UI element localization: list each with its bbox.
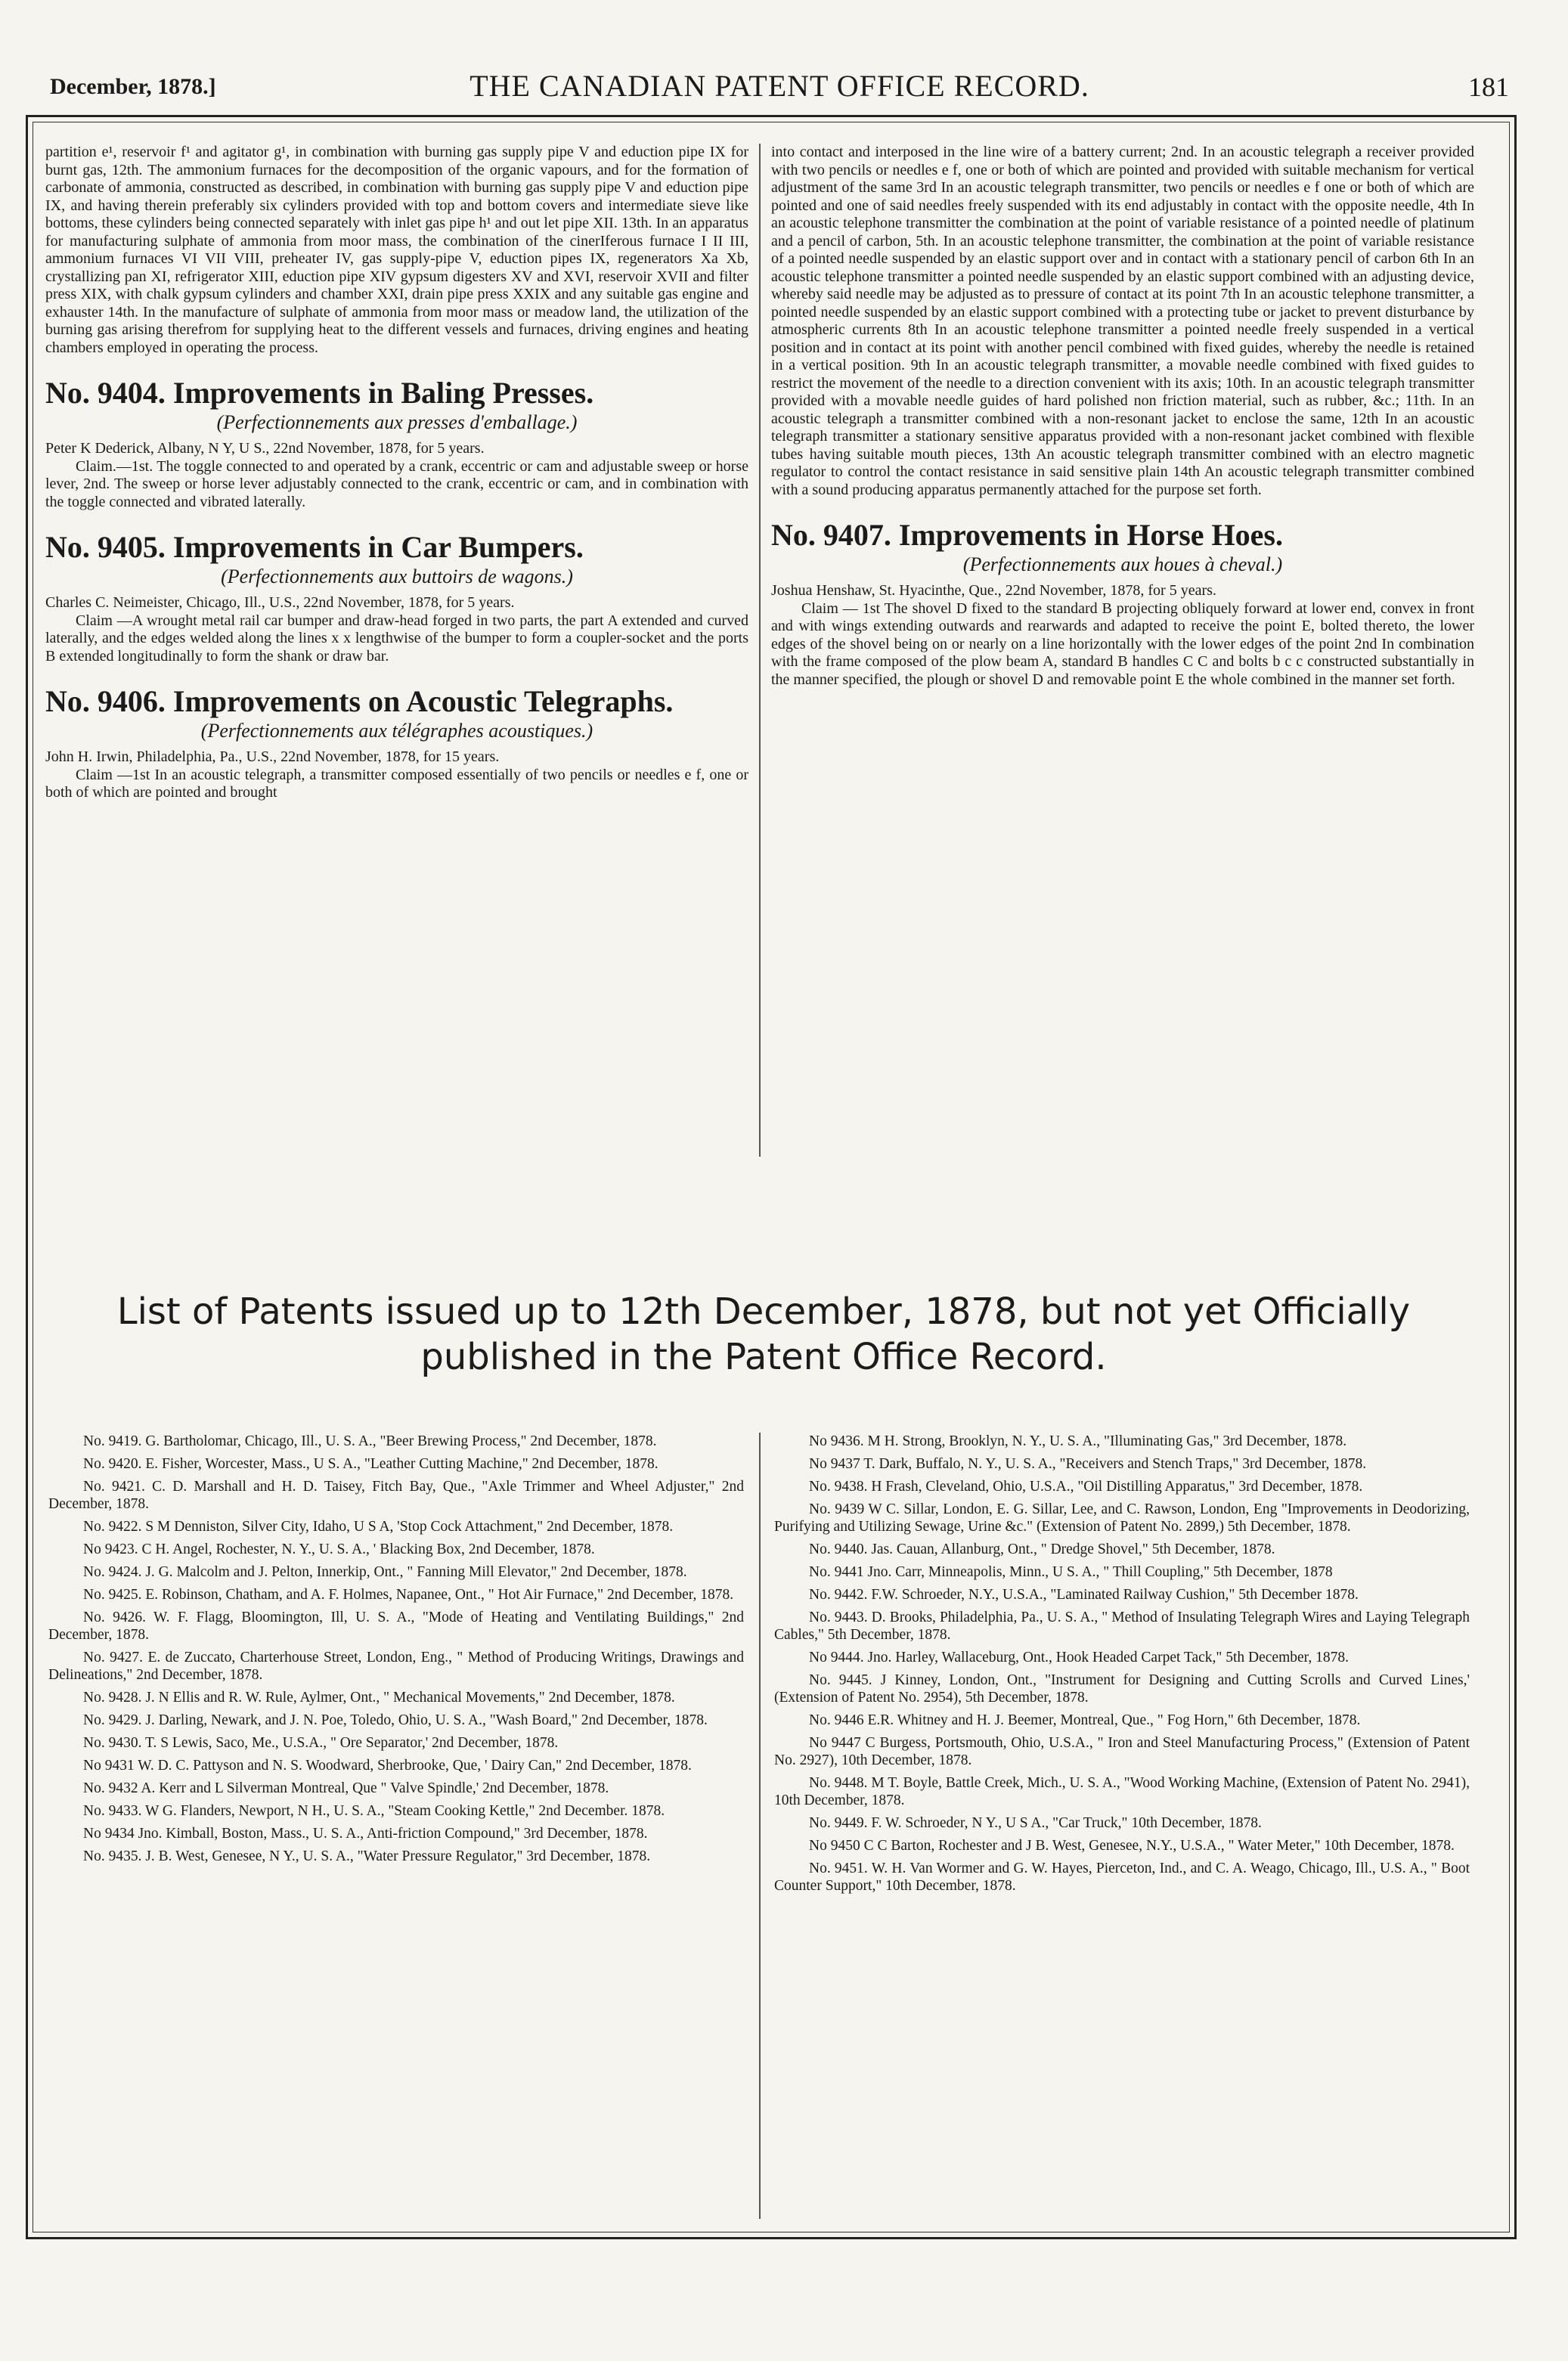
entry-heading: No. 9407. Improvements in Horse Hoes.	[771, 518, 1283, 552]
list-item: No 9436. M H. Strong, Brooklyn, N. Y., U. S. A., "Illuminating Gas," 3rd December, 1878.	[809, 1433, 1347, 1449]
list-item: No. 9430. T. S Lewis, Saco, Me., U.S.A., " Ore Separator,' 2nd December, 1878.	[83, 1735, 559, 1751]
patent-entry-9405	[45, 531, 748, 665]
patent-entry-9404	[45, 376, 748, 511]
entry-heading: No. 9405. Improvements in Car Bumpers.	[45, 530, 584, 564]
list-item: No. 9446 E.R. Whitney and H. J. Beemer, Montreal, Que., " Fog Horn," 6th December, 1878.	[809, 1712, 1361, 1728]
list-item: No. 9425. E. Robinson, Chatham, and A. F. Holmes, Napanee, Ont., " Hot Air Furnace," 2nd December, 1878.	[83, 1587, 734, 1603]
list-item: No. 9421. C. D. Marshall and H. D. Taisey, Fitch Bay, Que., "Axle Trimmer and Wheel Adjuster," 2nd December, 1878.	[48, 1479, 744, 1512]
list-item: No. 9424. J. G. Malcolm and J. Pelton, Innerkip, Ont., " Fanning Mill Elevator," 2nd December, 1878.	[83, 1564, 687, 1580]
list-item: No. 9432 A. Kerr and L Silverman Montreal, Que " Valve Spindle,' 2nd December, 1878.	[83, 1780, 609, 1796]
list-item: No. 9448. M T. Boyle, Battle Creek, Mich., U. S. A., "Wood Working Machine, (Extension of Patent No. 2941), 10th December, 1878.	[774, 1775, 1470, 1808]
patent-list-title: List of Patents issued up to 12th December, 1878, but not yet Officially published in the Patent Office Record.	[116, 1290, 1411, 1378]
list-item: No 9444. Jno. Harley, Wallaceburg, Ont., Hook Headed Carpet Tack," 5th December, 1878.	[809, 1650, 1349, 1665]
patent-entry-9406	[45, 685, 748, 802]
entry-heading: No. 9406. Improvements on Acoustic Telegraphs.	[45, 684, 674, 718]
list-item: No 9423. C H. Angel, Rochester, N. Y., U. S. A., ' Blacking Box, 2nd December, 1878.	[83, 1541, 595, 1557]
list-item: No 9437 T. Dark, Buffalo, N. Y., U. S. A., "Receivers and Stench Traps," 3rd December, 1878.	[809, 1456, 1367, 1472]
entry-claim: Claim —A wrought metal rail car bumper and draw-head forged in two parts, the part A extended and curved laterally, and the edges welded along the lines x x lengthwise of the bumper to form a coupler-socket and the ports B extended longitudinally to form the shank or draw bar.	[45, 612, 748, 665]
entry-french-title: (Perfectionnements aux houes à cheval.)	[962, 553, 1283, 575]
page-number: 181	[1468, 72, 1509, 102]
header-date: December, 1878.]	[50, 74, 216, 99]
entry-french-title: (Perfectionnements aux télégraphes acoustiques.)	[200, 720, 593, 742]
list-item: No. 9428. J. N Ellis and R. W. Rule, Aylmer, Ont., " Mechanical Movements," 2nd December, 1878.	[83, 1690, 675, 1706]
entry-inventor: John H. Irwin, Philadelphia, Pa., U.S., 22nd November, 1878, for 15 years.	[45, 748, 500, 765]
list-item: No. 9435. J. B. West, Genesee, N Y., U. S. A., "Water Pressure Regulator," 3rd December, 1878.	[83, 1848, 651, 1864]
list-item: No. 9429. J. Darling, Newark, and J. N. Poe, Toledo, Ohio, U. S. A., "Wash Board," 2nd December, 1878.	[83, 1712, 708, 1728]
list-item: No 9434 Jno. Kimball, Boston, Mass., U. S. A., Anti-friction Compound," 3rd December, 1878.	[83, 1826, 648, 1842]
entry-french-title: (Perfectionnements aux presses d'emballage.)	[216, 411, 578, 433]
list-item: No. 9443. D. Brooks, Philadelphia, Pa., U. S. A., " Method of Insulating Telegraph Wires and Laying Telegraph Cables," 5th December, 1878.	[774, 1610, 1470, 1643]
continued-claims-9403: partition e¹, reservoir f¹ and agitator g¹, in combination with burning gas supply pipe V and eduction pipe IX for burnt gas, 12th. The ammonium furnaces for the decomposition of the organic vapours, and for the formation of carbonate of ammonia, constructed as described, in combination with burning gas supply pipe V and eduction pipe IX, and having therein preferably six cylinders provided with top and bottom covers and intermediate sieve like bottoms, these cylinders being connected separately with inlet gas pipe h¹ and out let pipe XII. 13th. In an apparatus for manufacturing sulphate of ammonia from moor mass, the combination of the cinerIferous furnace I II III, ammonium furnaces VI VII VIII, preheater IV, gas supply-pipe V, eduction pipes IX, regenerators Xa Xb, crystallizing pan XI, refrigerator XIII, eduction pipe XIV gypsum digesters XV and XVI, reservoir XVII and filter press XIX, with chalk gypsum cylinders and chamber XXI, drain pipe press XXIX and any suitable gas engine and exhauster 14th. In the manufacture of sulphate of ammonia from moor mass or meadow land, the utilization of the burning gas arising therefrom for supplying heat to the different vessels and furnaces, driving engines and heating chambers employed in operating the process.	[45, 144, 748, 356]
list-item: No. 9422. S M Denniston, Silver City, Idaho, U S A, 'Stop Cock Attachment," 2nd December, 1878.	[83, 1519, 674, 1535]
column-divider-bottom	[759, 1433, 761, 2219]
entry-french-title: (Perfectionnements aux buttoirs de wagons.)	[221, 565, 573, 587]
entry-claim: Claim — 1st The shovel D fixed to the standard B projecting obliquely forward at lower end, convex in front and with wings extending outwards and rearwards and adapted to receive the point E, bolted thereto, the lower edges of the shovel being on or nearly on a line horizontally with the lower edges of the point 2nd In combination with the frame composed of the plow beam A, standard B handles C C and bolts b c c constructed substantially in the manner specified, the plough or shovel D and removable point E the whole combined in the manner set forth.	[771, 600, 1474, 688]
list-item: No. 9433. W G. Flanders, Newport, N H., U. S. A., "Steam Cooking Kettle," 2nd December. 1878.	[83, 1803, 665, 1819]
list-item: No. 9438. H Frash, Cleveland, Ohio, U.S.A., "Oil Distilling Apparatus," 3rd December, 1878.	[809, 1479, 1363, 1495]
top-left-column	[45, 144, 748, 1157]
column-divider-top	[759, 144, 761, 1157]
list-item: No. 9442. F.W. Schroeder, N.Y., U.S.A., "Laminated Railway Cushion," 5th December 1878.	[809, 1587, 1359, 1603]
entry-inventor: Charles C. Neimeister, Chicago, Ill., U.S., 22nd November, 1878, for 5 years.	[45, 594, 515, 611]
list-item: No. 9441 Jno. Carr, Minneapolis, Minn., U S. A., " Thill Coupling," 5th December, 1878	[809, 1564, 1333, 1580]
list-item: No 9450 C C Barton, Rochester and J B. West, Genesee, N.Y., U.S.A., " Water Meter," 10th December, 1878.	[809, 1838, 1455, 1854]
page-header	[50, 64, 1509, 109]
list-item: No. 9419. G. Bartholomar, Chicago, Ill., U. S. A., "Beer Brewing Process," 2nd December, 1878.	[83, 1433, 657, 1449]
entry-heading: No. 9404. Improvements in Baling Presses.	[45, 376, 594, 410]
entry-claim: Claim —1st In an acoustic telegraph, a transmitter composed essentially of two pencils or needles e f, one or both of which are pointed and brought	[45, 766, 748, 801]
list-item: No 9447 C Burgess, Portsmouth, Ohio, U.S.A., " Iron and Steel Manufacturing Process," (Extension of Patent No. 2927), 10th December, 1878.	[774, 1735, 1470, 1768]
entry-inventor: Joshua Henshaw, St. Hyacinthe, Que., 22nd November, 1878, for 5 years.	[771, 582, 1216, 599]
patent-list-left	[48, 1433, 744, 2219]
list-item: No. 9440. Jas. Cauan, Allanburg, Ont., " Dredge Shovel," 5th December, 1878.	[809, 1541, 1275, 1557]
list-item: No. 9439 W C. Sillar, London, E. G. Sillar, Lee, and C. Rawson, London, Eng "Improvements in Deodorizing, Purifying and Utilizing Sewage, Urine &c." (Extension of Patent No. 2899,) 5th December, 1878.	[774, 1501, 1470, 1535]
top-right-column	[771, 144, 1474, 1157]
continued-claims-9406: into contact and interposed in the line wire of a battery current; 2nd. In an acoustic telegraph a receiver provided with two pencils or needles e f, one or both of which are pointed and provided with suitable mechanism for vertical adjustment of the same 3rd In an acoustic telegraph transmitter, two pencils or needles e f one or both of which are pointed and one of said needles freely suspended with its end adjustably in contact with the opposite needle, 4th In an acoustic telephone transmitter the combination at the point of variable resistance of a pointed needle of platinum and a pencil of carbon, 5th. In an acoustic telephone transmitter, the combination at the point of variable resistance of a pointed needle suspended by an elastic support over and in contact with a stationary pencil of carbon 6th In an acoustic telephone transmitter a pointed needle suspended by an elastic support combined with an adjusting device, whereby said needle may be adjusted as to pressure of contact at its point 7th In an acoustic telephone transmitter, a pointed needle suspended by an elastic support combined with a protecting tube or jacket to prevent disturbance by atmospheric currents 8th In an acoustic telephone transmitter a pointed needle freely suspended in a vertical position and in contact at its point with another pencil combined with fixed guides, whereby the needle is retained in a vertical position. 9th In an acoustic telegraph transmitter, a movable needle combined with fixed guides to restrict the movement of the needle to a direction convenient with its axis; 10th. In an acoustic telegraph transmitter provided with a movable needle guides of hard polished non friction material, such as rubber, &c.; 11th. In an acoustic telegraph a transmitter combined with a non-resonant jacket to enclose the same, 12th In an acoustic telegraph transmitter a stationary sensitive apparatus provided with a non-resonant jacket combined with flexible tubes having suitable mouth pieces, 13th An acoustic telegraph transmitter combined with an electro magnetic regulator to control the contact resistance in said sensitive plain 14th An acoustic telegraph transmitter combined with a sound producing apparatus permanently attached for the purpose set forth.	[771, 144, 1474, 498]
list-item: No. 9426. W. F. Flagg, Bloomington, Ill, U. S. A., "Mode of Heating and Ventilating Buildings," 2nd December, 1878.	[48, 1610, 744, 1643]
list-item: No. 9420. E. Fisher, Worcester, Mass., U S. A., "Leather Cutting Machine," 2nd December, 1878.	[83, 1456, 658, 1472]
list-item: No 9431 W. D. C. Pattyson and N. S. Woodward, Sherbrooke, Que, ' Dairy Can," 2nd December, 1878.	[83, 1758, 692, 1774]
patent-entry-9407	[771, 519, 1474, 689]
publication-title: THE CANADIAN PATENT OFFICE RECORD.	[469, 69, 1089, 103]
list-item: No. 9449. F. W. Schroeder, N Y., U S A., "Car Truck," 10th December, 1878.	[809, 1815, 1262, 1831]
patent-list-right	[774, 1433, 1470, 2219]
list-item: No. 9445. J Kinney, London, Ont., "Instrument for Designing and Cutting Scrolls and Curved Lines,' (Extension of Patent No. 2954), 5th December, 1878.	[774, 1672, 1470, 1706]
entry-claim: Claim.—1st. The toggle connected to and operated by a crank, eccentric or cam and adjustable sweep or horse lever, 2nd. The sweep or horse lever adjustably connected to the crank, eccentric or cam, and in combination with the toggle connected and vibrated laterally.	[45, 457, 748, 510]
entry-inventor: Peter K Dederick, Albany, N Y, U S., 22nd November, 1878, for 5 years.	[45, 440, 485, 457]
list-item: No. 9451. W. H. Van Wormer and G. W. Hayes, Pierceton, Ind., and C. A. Weago, Chicago, Ill., U.S. A., " Boot Counter Support," 10th December, 1878.	[774, 1861, 1470, 1894]
list-item: No. 9427. E. de Zuccato, Charterhouse Street, London, Eng., " Method of Producing Writings, Drawings and Delineations," 2nd December, 1878.	[48, 1650, 744, 1683]
